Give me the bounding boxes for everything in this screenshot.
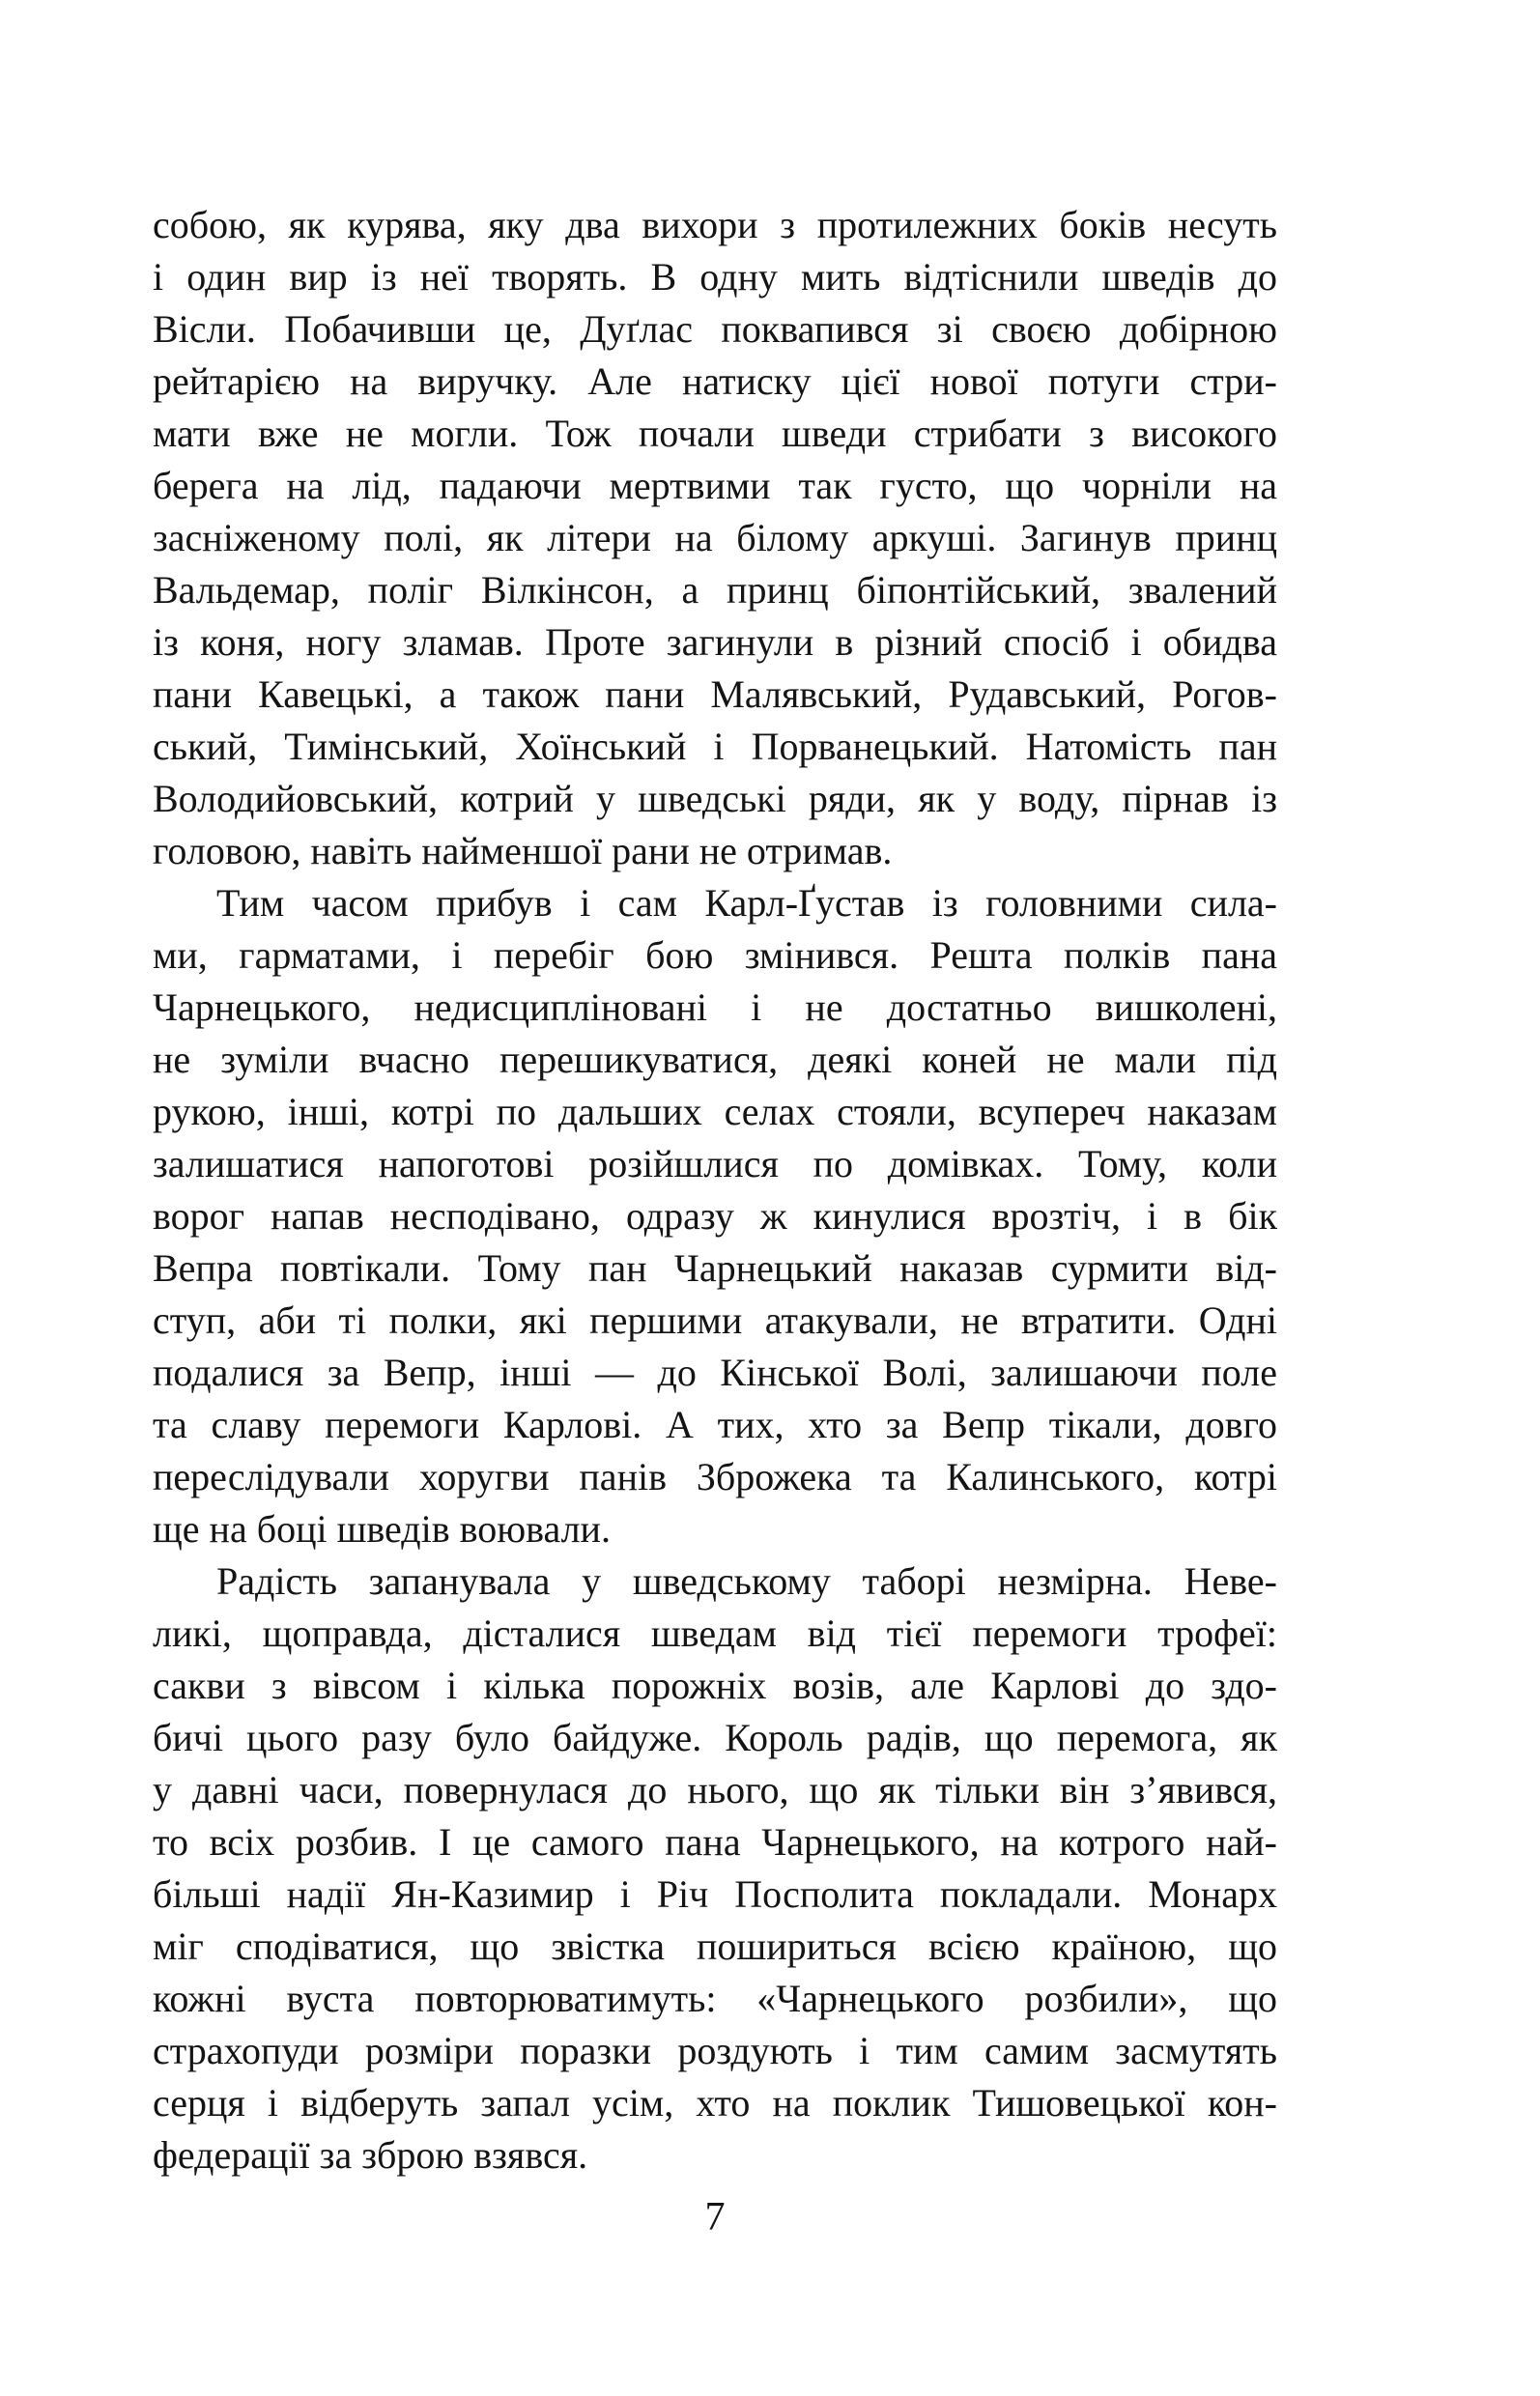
text-line: ступ, аби ті полки, які першими атакували, не втратити. Одні <box>153 1298 1277 1342</box>
text-line: із коня, ногу зламав. Проте загинули в різний спосіб і обидва <box>153 620 1277 664</box>
text-line: Вальдемар, поліг Вілкінсон, а принц біпонтійський, звалений <box>153 568 1277 612</box>
text-line: та славу перемоги Карлові. А тих, хто за Вепр тікали, довго <box>153 1403 1277 1446</box>
text-line: рейтарією на виручку. Але натиску цієї нової потуги стри- <box>153 359 1277 403</box>
text-line: серця і відберуть запал усім, хто на поклик Тишовецької кон- <box>153 2081 1277 2125</box>
text-line: переслідували хоругви панів Зброжека та Калинського, котрі <box>153 1455 1277 1498</box>
text-line: то всіх розбив. І це самого пана Чарнецького, на котрого най- <box>153 1820 1277 1864</box>
paragraph <box>153 877 1277 1555</box>
text-line: залишатися напоготові розійшлися по домівках. Тому, коли <box>153 1142 1277 1185</box>
text-line: Радість запанувала у шведському таборі незмірна. Неве- <box>216 1559 1277 1603</box>
paragraph <box>153 199 1277 877</box>
text-line: ще на боці шведів воювали. <box>153 1507 611 1551</box>
text-line: собою, як курява, яку два вихори з протилежних боків несуть <box>153 203 1277 246</box>
text-line: у давні часи, повернулася до нього, що як тільки він з’явився, <box>153 1768 1277 1811</box>
text-line: кожні вуста повторюватимуть: «Чарнецького розбили», що <box>153 1977 1277 2020</box>
text-line: мати вже не могли. Тож почали шведи стрибати з високого <box>153 412 1277 455</box>
text-line: пани Кавецькі, а також пани Малявський, Рудавський, Рогов- <box>153 672 1277 716</box>
text-line: рукою, інші, котрі по дальших селах стояли, всупереч наказам <box>153 1090 1277 1133</box>
text-line: страхопуди розміри поразки роздують і тим самим засмутять <box>153 2029 1277 2072</box>
text-line: головою, навіть найменшої рани не отримав. <box>153 829 893 872</box>
text-line: Чарнецького, недисципліновані і не достатньо вишколені, <box>153 985 1277 1029</box>
text-line: берега на лід, падаючи мертвими так густо, що чорніли на <box>153 464 1277 507</box>
text-line: бичі цього разу було байдуже. Король радів, що перемога, як <box>153 1716 1277 1759</box>
text-line: і один вир із неї творять. В одну мить відтіснили шведів до <box>153 255 1277 299</box>
text-line: Вепра повтікали. Тому пан Чарнецький наказав сурмити від- <box>153 1246 1277 1290</box>
text-line: Володийовський, котрий у шведські ряди, як у воду, пірнав із <box>153 777 1277 820</box>
page-number: 7 <box>704 2195 726 2239</box>
text-line: міг сподіватися, що звістка пошириться всією країною, що <box>153 1925 1277 1968</box>
text-line: ворог напав несподівано, одразу ж кинулися врозтіч, і в бік <box>153 1194 1277 1238</box>
text-line: Вісли. Побачивши це, Дуґлас поквапився зі своєю добірною <box>153 307 1277 351</box>
paragraph <box>153 1555 1277 2182</box>
text-line: ми, гарматами, і перебіг бою змінився. Решта полків пана <box>153 933 1277 977</box>
text-line: ський, Тимінський, Хоїнський і Порванецький. Натомість пан <box>153 725 1277 768</box>
text-line: засніженому полі, як літери на білому аркуші. Загинув принц <box>153 516 1277 559</box>
text-line: більші надії Ян-Казимир і Річ Посполита покладали. Монарх <box>153 1872 1277 1916</box>
text-line: подалися за Вепр, інші — до Кінської Волі, залишаючи поле <box>153 1351 1277 1394</box>
text-block <box>153 199 1277 2182</box>
text-line: сакви з вівсом і кілька порожніх возів, але Карлові до здо- <box>153 1664 1277 1707</box>
text-line: федерації за зброю взявся. <box>153 2133 588 2177</box>
text-line: Тим часом прибув і сам Карл-Ґустав із головними сила- <box>216 881 1277 925</box>
text-line: ликі, щоправда, дісталися шведам від тієї перемоги трофеї: <box>153 1612 1277 1655</box>
text-line: не зуміли вчасно перешикуватися, деякі коней не мали під <box>153 1038 1277 1081</box>
